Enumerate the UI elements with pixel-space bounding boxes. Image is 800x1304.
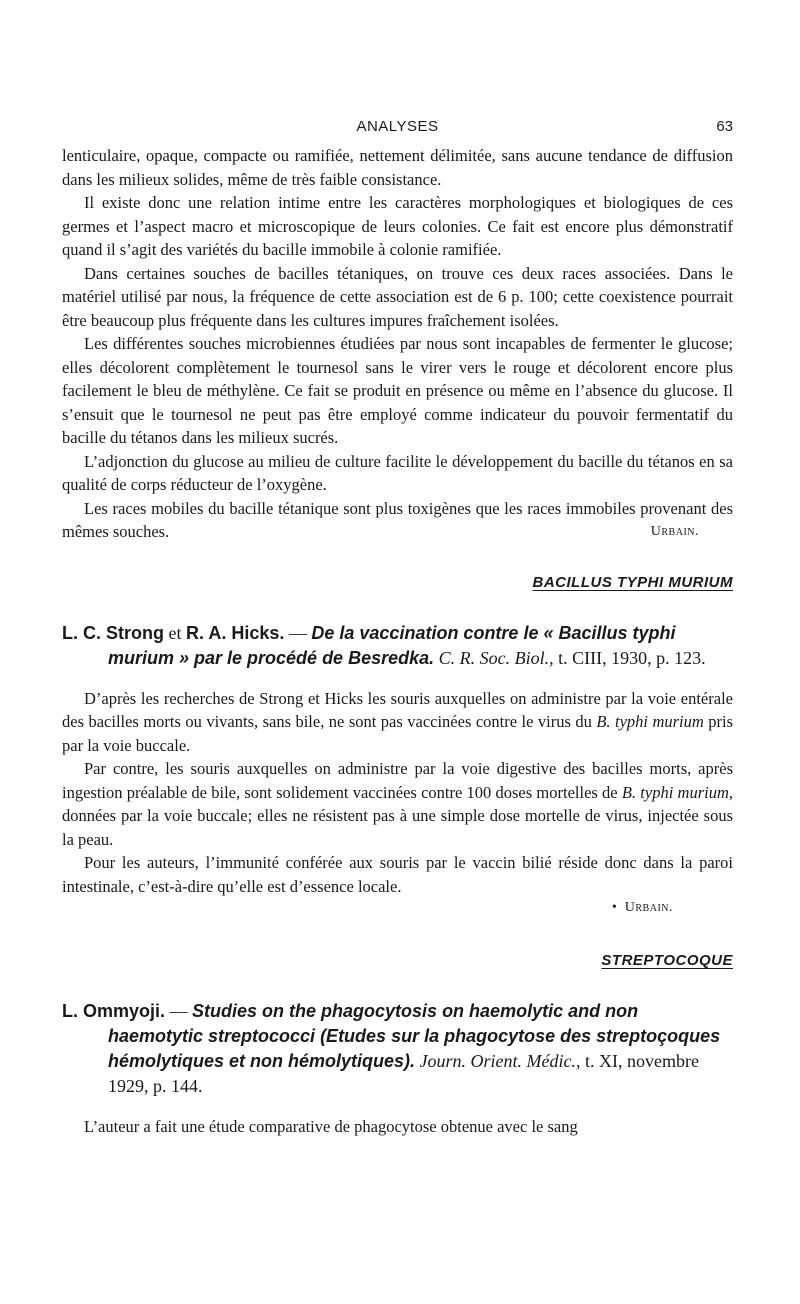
paragraph: Il existe donc une relation intime entre les caractères morphologiques et biologiques de ces germes et l’aspect macro et microscopique de leurs colonies. Ce fait est encore plus démonstratif quand il s’agit des variétés du bacille immobile à colonie ramifiée. xyxy=(62,193,733,259)
page-number: 63 xyxy=(716,118,733,135)
paragraph-with-signature xyxy=(62,497,733,544)
volume-info: t. XI, novembre 1929, p. 144. xyxy=(108,1051,699,1096)
author-conjunction: et xyxy=(168,622,182,643)
article-title: Studies on the phagocytosis on haemolytic and non haemotytic streptococci (Etudes sur la phagocytose des streptoçoques hémolytiques et non hémolytiques). xyxy=(108,1001,721,1071)
text: Par contre, les souris auxquelles on administre par la voie digestive des bacilles morts, après ingestion préalable de bile, sont solidement vaccinées contre 100 doses mortelles de xyxy=(62,759,733,802)
text: D’après les recherches de Strong et Hicks les souris auxquelles on administre par la voie entérale des bacilles morts ou vivants, sans bile, ne sont pas vaccinées contre le virus du xyxy=(62,688,733,731)
paragraph: L’adjonction du glucose au milieu de culture facilite le développement du bacille du tétanos en sa qualité de corps réducteur de l’oxygène. xyxy=(62,451,733,494)
separator-dash: — xyxy=(288,622,307,643)
article-title: De la vaccination contre le « Bacillus typhi murium » par le procédé de Besredka. xyxy=(108,622,676,668)
separator-dash: — xyxy=(169,1001,188,1021)
signature-line xyxy=(62,898,733,918)
section-tetanus-continuation xyxy=(62,144,733,544)
author-name: L. Ommyoji. xyxy=(62,1001,166,1021)
reference-strong-hicks xyxy=(62,621,733,671)
journal-name: Journ. Orient. Médic., xyxy=(419,1051,581,1071)
paragraph xyxy=(62,687,733,758)
signature: Urbain. xyxy=(650,524,699,539)
page xyxy=(62,118,733,1139)
journal-name: C. R. Soc. Biol., xyxy=(438,647,554,668)
paragraph: Dans certaines souches de bacilles tétaniques, on trouve ces deux races associées. Dans le matériel utilisé par nous, la fréquence de cette association est de 6 p. 100; cette coexistence pourrait être beaucoup plus fréquente dans les cultures impures fraîchement isolées. xyxy=(62,263,733,330)
author-name: R. A. Hicks. xyxy=(186,622,285,643)
species-name: B. typhi murium xyxy=(596,712,704,731)
running-header xyxy=(62,118,733,144)
paragraph: L’auteur a fait une étude comparative de phagocytose obtenue avec le sang xyxy=(84,1117,578,1136)
paragraph xyxy=(62,757,733,851)
signature: Urbain. xyxy=(624,900,673,915)
paragraph: Pour les auteurs, l’immunité conférée aux souris par le vaccin bilié réside donc dans la paroi intestinale, c’est-à-dire qu’elle est d’essence locale. xyxy=(62,853,733,896)
paragraph: lenticulaire, opaque, compacte ou ramifiée, nettement délimitée, sans aucune tendance de diffusion dans les milieux solides, même de très faible consistance. xyxy=(62,146,733,189)
section-heading-streptocoque: STREPTOCOQUE xyxy=(601,952,733,969)
section-typhi-body xyxy=(62,687,733,919)
text: données par la voie buccale; elles ne résistent pas à une simple dose mortelle de virus, injectée sous la peau. xyxy=(62,806,733,849)
volume-info: t. CIII, 1930, p. 123. xyxy=(558,647,706,668)
species-name: B. typhi murium, xyxy=(621,782,733,802)
text: pris par la voie buccale. xyxy=(62,712,734,755)
section-heading-bacillus-typhi-murium: BACILLUS TYPHI MURIUM xyxy=(532,573,733,591)
running-title: ANALYSES xyxy=(356,118,439,135)
paragraph-text: Les races mobiles du bacille tétanique sont plus toxigènes que les races immobiles provenant des mêmes souches. xyxy=(62,498,733,541)
bullet-mark: • xyxy=(611,900,617,915)
reference-ommyoji xyxy=(62,999,733,1099)
author-name: L. C. Strong xyxy=(62,622,164,643)
paragraph: Les différentes souches microbiennes étudiées par nous sont incapables de fermenter le glucose; elles décolorent complètement le tournesol sans le virer vers le rouge et décolorent encore plus facilement le bleu de méthylène. Ce fait se produit en présence ou même en l’absence du glucose. Il s’ensuit que le tournesol ne peut pas être employé comme indicateur du pouvoir fermentatif du bacille du tétanos dans les milieux sucrés. xyxy=(62,334,733,447)
